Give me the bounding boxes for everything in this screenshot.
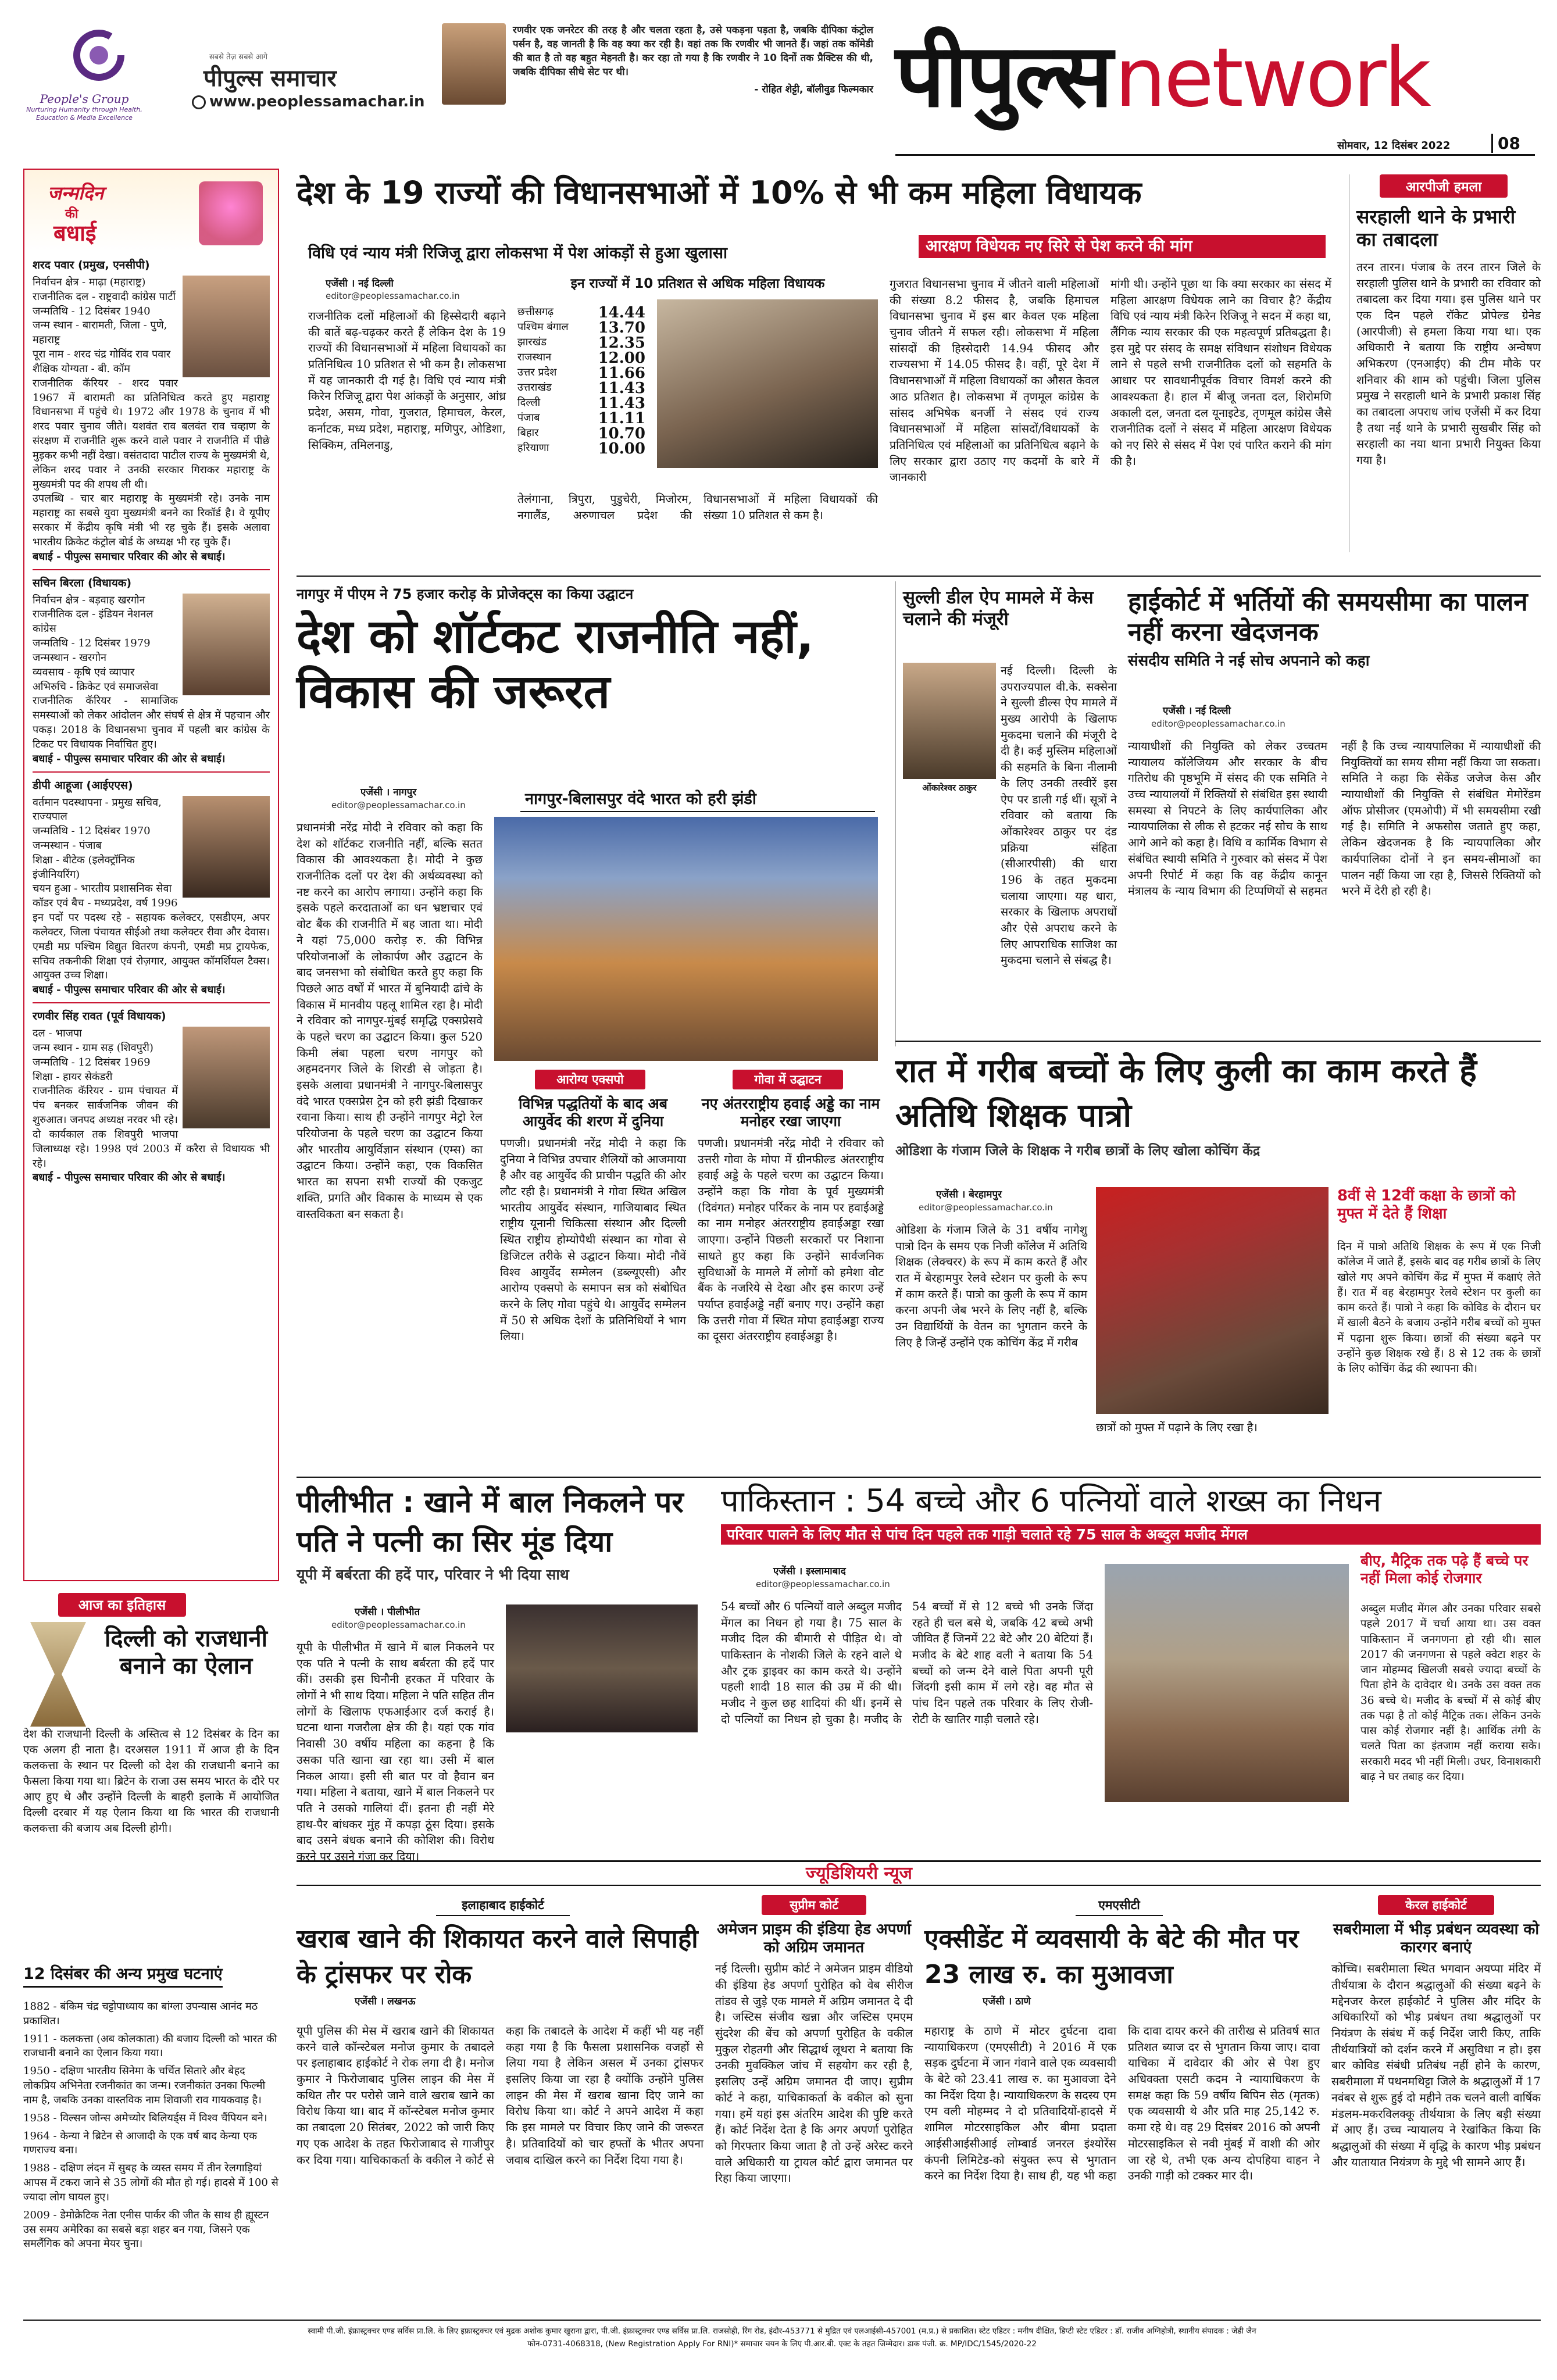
coolie-byline: एजेंसी । बेरहामपुर <box>936 1189 1002 1200</box>
pak-story <box>721 1482 1541 1854</box>
coolie-email[interactable]: editor@peoplessamachar.co.in <box>919 1202 1053 1213</box>
pilibhit-byline-agency: एजेंसी <box>355 1606 377 1618</box>
pm-byline-dateline: नागपुर <box>393 787 417 798</box>
birthday-p3-line: जन्मस्थान - पंजाब <box>33 839 102 852</box>
birthday-p3-line: इन पदों पर पदस्थ रहे - सहायक कलेक्टर, एसडीएम, अपर कलेक्टर, जिला पंचायत सीईओ तथा कलेक्टर रीवा और देवास। एमडी मप्र पश्चिम विद्युत वितरण कंपनी, एमडी मप्र ट्रायफेक, सचिव तकनीकी शिक्षा एवं रोज़गार, आयुक्त कॉमर्शियल टैक्स। आयुक्त उच्च शिक्षा। <box>33 912 270 982</box>
coolie-sidebar-body: दिन में पात्रो अतिथि शिक्षक के रूप में एक निजी कॉलेज में जाते हैं, इसके बाद वह गरीब छात्रों के लिए खोले गए अपने कोचिंग केंद्र में मुफ्त में कक्षाएं लेते हैं। रात में वह बेरहामपुर रेलवे स्टेशन पर कुली का काम करते हैं। पात्रो ने कहा कि कोविड के दौरान घर में खाली बैठने के बजाय उन्होंने गरीब बच्चों को मुफ्त में पढ़ाना शुरू किया। छात्रों की संख्या बढ़ने पर उन्होंने कुछ शिक्षक रखे हैं। 8 से 12 तक के छात्रों के लिए कोचिंग केंद्र की स्थापना की। <box>1337 1241 1541 1375</box>
pm-photo-tag: नागपुर-बिलासपुर वंदे भारत को हरी झंडी <box>520 785 875 812</box>
history-event: 1964 - केन्या ने ब्रिटेन से आजादी के एक वर्ष बाद केन्या एक गणराज्य बना। <box>23 2129 258 2157</box>
paper-name: पीपुल्स समाचार <box>203 65 337 92</box>
pak-side-body: अब्दुल मजीद मेंगल और उनका परिवार सबसे पहले 2017 में चर्चा आया था। उस वक्त पाकिस्तान में जनगणना हो रही थी। साल 2017 की जनगणना से पहले क्वेटा शहर के जान मोहम्मद खिलजी सबसे ज्यादा बच्चों के पिता होने के दावेदार थे। उनके उस वक्त तक 36 बच्चे थे। मजीद के बच्चों में से कोई बीए तक पढ़ा है तो कोई मैट्रिक तक। लेकिन उनके पास कोई रोजगार नहीं है। आर्थिक तंगी के चलते पिता का इंतजाम नहीं कराया सके। सरकारी मदद भी नहीं मिली। उधर, विनाशकारी बाढ़ ने घर तबाह कर दिया। <box>1360 1603 1541 1783</box>
lead-table-row: उत्तर प्रदेश 11.66 <box>517 364 645 382</box>
birthday-p2-line: राजनीतिक दल - इंडियन नेशनल कांग्रेस <box>33 608 153 635</box>
birthday-p3-line: जन्मतिथि - 12 दिसंबर 1970 <box>33 825 151 838</box>
birthday-p2-line: अभिरुचि - क्रिकेट एवं समाजसेवा <box>33 680 159 693</box>
pilibhit-byline-dateline: पीलीभीत <box>387 1606 420 1618</box>
website-url: www.peoplessamachar.in <box>209 93 425 110</box>
hourglass-icon <box>23 1622 93 1727</box>
birthday-p1-line: निर्वाचन क्षेत्र - माढ़ा (महाराष्ट्र) <box>33 276 146 288</box>
pak-byline: एजेंसी । इस्लामाबाद <box>773 1566 846 1577</box>
coolie-byline-dateline: बेरहामपुर <box>969 1189 1002 1200</box>
rpg-tag: आरपीजी हमला <box>1380 174 1508 198</box>
birthday-p4-line: शिक्षा - हायर सेकंडरी <box>33 1070 113 1083</box>
birthday-p1-line: उपलब्धि - चार बार महाराष्ट्र के मुख्यमंत्री रहे। उनके नाम महाराष्ट्र का सबसे युवा मुख्यमंत्री बनने का रिकॉर्ड है। वे यूपीए सरकार में केंद्रीय कृषि मंत्री भी रह चुके हैं। इसके अलावा भारतीय क्रिकेट कंट्रोल बोर्ड के अध्यक्ष भी रह चुके हैं। <box>33 492 270 548</box>
footer-line-1: स्वामी पी.जी. इंफ्रास्ट्रक्चर एण्ड सर्विस प्रा.लि. के लिए इफ्रास्ट्रक्चर एवं मुद्रक अशोक कुमार खुराना द्वारा, पी.जी. इंफ्रास्ट्रक्चर एण्ड सर्विस प्रा.लि. राजसोही, रिंग रोड, इंदौर-453771 से मुद्रित एवं एलआईसी-457001 (म.प्र.) से प्रकाशित। स्टेट एडिटर : मनीष दीक्षित, डिप्टी स्टेट एडिटर : डॉ. राजीव अग्निहोत्री, स्थानीय संपादक : जेडी जैन <box>308 2327 1256 2336</box>
history-body: देश की राजधानी दिल्ली के अस्तित्व से 12 दिसंबर के दिन का एक अलग ही नाता है। दरअसल 1911 में आज ही के दिन कलकत्ता के स्थान पर दिल्ली को देश की राजधानी बनाने का फैसला किया गया था। ब्रिटेन के राजा उस समय भारत के दौरे पर आए हुए थे और उन्होंने दिल्ली के बाहरी इलाके में आयोजित दिल्ली दरबार में यह ऐलान किया था कि भारत की राजधानी कलकत्ता की बजाय अब दिल्ली होगी। <box>23 1728 279 1835</box>
goa-headline: नए अंतरराष्ट्रीय हवाई अड्डे का नाम मनोहर रखा जाएगा <box>701 1095 880 1130</box>
judiciary-s4-body: कोच्चि। सबरीमाला स्थित भगवान अयप्पा मंदिर में तीर्थयात्रा के दौरान श्रद्धालुओं की संख्या बढ़ने के मद्देनजर केरल हाईकोर्ट ने पुलिस और मंदिर के अधिकारियों को भीड़ प्रबंधन तथा श्रद्धालुओं पर नियंत्रण के संबंध में कई निर्देश जारी किए, ताकि तीर्थयात्रियों को दर्शन करने में असुविधा न हो। इस बार कोविड संबंधी प्रतिबंध नहीं होने के कारण, सबरीमाला में पथनमथिट्टा जिले के श्रद्धालुओं में 17 नवंबर से शुरू हुई दो महीने तक चलने वाली वार्षिक मंडलम-मकरविलक्कू तीर्थयात्रा के लिए बड़ी संख्या में आए हैं। उच्च न्यायालय ने रेखांकित किया कि श्रद्धालुओं की संख्या में वृद्धि के कारण भीड़ प्रबंधन और यातायात नियंत्रण के मुद्दे भी सामने आए हैं। <box>1331 1962 1541 2169</box>
history-event: 1950 - दक्षिण भारतीय सिनेमा के चर्चित सितारे और बेहद लोकप्रिय अभिनेता रजनीकांत का जन्म। रजनीकांत उनका फिल्मी नाम है, जबकि उनका वास्तविक नाम शिवाजी राव गायकवाड़ है। <box>23 2065 266 2106</box>
divider <box>297 576 1541 577</box>
lead-email[interactable]: editor@peoplessamachar.co.in <box>326 291 460 301</box>
lead-table-row: झारखंड 12.35 <box>517 334 645 352</box>
birthday-p3-photo <box>183 796 270 898</box>
birthday-p1-photo <box>183 276 270 377</box>
birthday-p4-name: रणवीर सिंह रावत (पूर्व विधायक) <box>33 1010 166 1023</box>
judiciary-s4-tag: केरल हाईकोर्ट <box>1378 1895 1494 1915</box>
paper-logo <box>203 61 337 93</box>
judiciary-s2-body: नई दिल्ली। सुप्रीम कोर्ट ने अमेजन प्राइम वीडियो की इंडिया हेड अपर्णा पुरोहित को वेब सीरीज तांडव से जुड़े एक मामले में अग्रिम जमानत दे दी है। जस्टिस संजीव खन्ना और जस्टिस एमएम सुंदरेश की बेंच को अपर्णा पुरोहित के वकील मुकुल रोहतगी और सिद्धार्थ लूथरा ने बताया कि उनकी मुवक्किल जांच में सहयोग कर रही है, इसलिए उन्हें अग्रिम जमानत दी जाए। सुप्रीम कोर्ट ने कहा, याचिकाकर्ता के वकील को सुना गया। हमें यहां इस अंतरिम आदेश की पुष्टि करते हैं। कोर्ट निर्देश देता है कि अगर अपर्णा पुरोहित को गिरफ्तार किया जाता है तो उन्हें अरेस्ट करने वाले अधिकारी या ट्रायल कोर्ट द्वारा जमानत पर रिहा किया जाएगा। <box>715 1962 913 2185</box>
pm-email[interactable]: editor@peoplessamachar.co.in <box>331 800 466 810</box>
birthday-p4-line: बधाई - पीपुल्स समाचार परिवार की ओर से बधाई। <box>33 1171 226 1184</box>
sulli-story <box>895 581 1116 1046</box>
history-section <box>23 1593 279 2314</box>
lead-photo-minister <box>657 299 878 468</box>
birthday-title-3: बधाई <box>53 220 97 246</box>
coolie-byline-agency: एजेंसी <box>936 1189 958 1200</box>
pilibhit-photo <box>506 1604 698 1732</box>
ayush-story <box>500 1070 686 1418</box>
lead-table-row: छत्तीसगढ़ 14.44 <box>517 304 645 321</box>
pak-email[interactable]: editor@peoplessamachar.co.in <box>756 1579 890 1589</box>
pilibhit-body: यूपी के पीलीभीत में खाने में बाल निकलने पर एक पति ने पत्नी के साथ बर्बरता की हदें पार कीं। उसकी इस घिनौनी हरकत में परिवार के लोगों ने भी साथ दिया। महिला ने पति सहित तीन लोगों के खिलाफ एफआईआर दर्ज कराई है। घटना थाना गजरौला क्षेत्र की है। यहां एक गांव निवासी 30 वर्षीय महिला का कहना है कि उसका पति खाना खा रहा था। उसी में बाल निकल आया। इसी सी बात पर वो हैवान बन गया। महिला ने बताया, खाने में बाल निकलने पर पति ने उसको गालियां दीं। इतना ही नहीं मेरे हाथ-पैर बांधकर मुंह में कपड़ा ठूंस दिया। इसके बाद उसने बंधक बनाने की कोशिश की। विरोध करने पर उसने गंजा कर दिया। <box>297 1641 494 1863</box>
birthday-p1-line: पूरा नाम - शरद चंद्र गोविंद राव पवार <box>33 348 171 361</box>
birthday-p4-line: दल - भाजपा <box>33 1027 82 1040</box>
history-events-title: 12 दिसंबर की अन्य प्रमुख घटनाएं <box>23 1965 223 1988</box>
judiciary-s3-byline-agency: एजेंसी <box>983 1996 1005 2007</box>
rpg-story <box>1349 174 1541 552</box>
birthday-p4-line: जन्म स्थान - ग्राम सड़ (शिवपुरी) <box>33 1041 153 1054</box>
birthday-p2-name: सचिन बिरला (विधायक) <box>33 576 132 589</box>
birthday-p3-line: चयन हुआ - भारतीय प्रशासनिक सेवा <box>33 882 172 895</box>
lead-table <box>517 305 645 456</box>
judiciary-s1-body: यूपी पुलिस की मेस में खराब खाने की शिकायत करने वाले कॉन्स्टेबल मनोज कुमार के तबादले पर इलाहाबाद हाईकोर्ट ने रोक लगा दी है। मनोज कुमार ने फिरोजाबाद पुलिस लाइन की मेस में कथित तौर पर परोसे जाने वाले खराब खाने का विरोध किया था। बाद में कॉन्स्टेबल मनोज कुमार का तबादला 20 सितंबर, 2022 को जारी किए गए एक आदेश के तहत फिरोजाबाद से गाजीपुर कर दिया गया। याचिकाकर्ता के वकील ने कोर्ट से कहा कि तबादले के आदेश में कहीं भी यह नहीं कहा गया है कि फैसला प्रशासनिक वजहों से लिया गया है लेकिन असल में उनका ट्रांसफर इसलिए किया जा रहा है क्योंकि उन्होंने पुलिस लाइन की मेस में खराब खाना दिए जाने का विरोध किया था। कोर्ट ने अपने आदेश में कहा कि इस मामले पर विचार किए जाने की जरूरत है। प्रतिवादियों को चार हफ्तों के भीतर अपना जवाब दाखिल करने का निर्देश दिया गया है। <box>297 2024 703 2167</box>
hc-email[interactable]: editor@peoplessamachar.co.in <box>1151 719 1285 729</box>
lead-table-row: दिल्ली 11.43 <box>517 395 645 412</box>
pm-kicker: नागपुर में पीएम ने 75 हजार करोड़ के प्रोजेक्ट्स का किया उद्घाटन <box>297 586 634 602</box>
lead-table-row: बिहार 10.70 <box>517 425 645 442</box>
lead-table-row: पश्चिम बंगाल 13.70 <box>517 319 645 337</box>
birthday-header <box>24 170 278 251</box>
page-number: 08 <box>1491 134 1520 153</box>
birthday-p4-line: राजनीतिक कॅरियर - ग्राम पंचायत में पंच बनकर सार्वजनिक जीवन की शुरुआत। जनपद अध्यक्ष नरवर भी रहे। दो कार्यकाल तक शिवपुरी भाजपा जिलाध्यक्ष रहे। 1998 एवं 2003 में करैरा से विधायक भी रहे। <box>33 1085 270 1170</box>
judiciary-s3-body: महाराष्ट्र के ठाणे में मोटर दुर्घटना दावा न्यायाधिकरण (एमएसीटी) ने 2016 में एक सड़क दुर्घटना में जान गंवाने वाले एक व्यवसायी के बेटे को 23.41 लाख रु. का मुआवजा देने का निर्देश दिया है। न्यायाधिकरण के सदस्य एम एम वली मोहम्मद ने दो प्रतिवादियों-हादसे में शामिल मोटरसाइकिल और बीमा प्रदाता आईसीआईसीआई लोम्बार्ड जनरल इंश्योरेंस कंपनी लिमिटेड-को संयुक्त रूप से भुगतान करने का निर्देश दिया है। साथ ही, यह भी कहा कि दावा दायर करने की तारीख से प्रतिवर्ष सात प्रतिशत ब्याज दर से भुगतान किया जाए। दावा याचिका में दावेदार की ओर से पेश हुए अधिवक्ता एसटी कदम ने न्यायाधिकरण के समक्ष कहा कि 59 वर्षीय बिपिन सेठ (मृतक) एक व्यवसायी थे और प्रति माह 25,142 रु. कमा रहे थे। वह 29 दिसंबर 2016 को अपनी मोटरसाइकिल से नवी मुंबई में वाशी की ओर जा रहे थे, तभी एक अन्य दोपहिया वाहन ने उनकी गाड़ी को टक्कर मार दी। <box>924 2024 1320 2183</box>
birthday-p1-line: बधाई - पीपुल्स समाचार परिवार की ओर से बधाई। <box>33 550 226 563</box>
lead-body-col2: तेलंगाना, त्रिपुरा, पुडुचेरी, मिजोरम, नगालैंड, अरुणाचल प्रदेश की विधानसभाओं में महिला विधायकों की संख्या 10 प्रतिशत से कम है। <box>517 492 878 522</box>
lead-body-col4: मांगी थी। उन्होंने पूछा था कि क्या सरकार का संसद में महिला आरक्षण विधेयक लाने का विचार है? केंद्रीय विधि एवं न्याय मंत्री किरेन रिजिजू ने सदन में कहा था, लैंगिक न्याय सरकार की एक महत्वपूर्ण प्रतिबद्धता है। इस मुद्दे पर संसद के समक्ष संविधान संशोधन विधेयक लाने से पहले सभी राजनीतिक दलों को सहमति के आधार पर सावधानीपूर्वक विचार विमर्श करने की आवश्यकता है। हाल में बीजू जनता दल, शिरोमणि अकाली दल, जनता दल यूनाइटेड, तृणमूल कांग्रेस जैसे राजनीतिक दलों ने संसद में महिला आरक्षण विधेयक को नए सिरे से संसद में पेश एवं पारित कराने की मांग की है। <box>1110 277 1331 468</box>
lead-table-row: उत्तराखंड 11.43 <box>517 380 645 397</box>
birthday-p2-line: बधाई - पीपुल्स समाचार परिवार की ओर से बधाई। <box>33 752 226 765</box>
birthday-title-1: जन्मदिन <box>48 182 104 204</box>
pak-body: 54 बच्चों और 6 पत्नियों वाले अब्दुल मजीद मेंगल का निधन हो गया है। 75 साल के मजीद दिल की बीमारी से पीड़ित थे। वो पाकिस्तान के नोशकी जिले के रहने वाले थे और ट्रक ड्राइवर का काम करते थे। उन्होंने पहली शादी 18 साल की उम्र में की थी। मजीद ने कुल छह शादियां की थीं। इनमें से दो पत्नियों का निधन हो चुका है। मजीद के 54 बच्चों में से 12 बच्चे भी उनके जिंदा रहते ही चल बसे थे, जबकि 42 बच्चे अभी जीवित हैं जिनमें 22 बेटे और 20 बेटियां हैं। मजीद के बेटे शाह वली ने बताया कि 54 बच्चों को जन्म देने वाले पिता अपनी पूरी जिंदगी इसी काम में लगे रहे। वह मौत से पांच दिन पहले तक परिवार के लिए रोजी-रोटी के खातिर गाड़ी चलाते रहे। <box>721 1600 1093 1726</box>
paper-tagline: सबसे तेज़ सबसे आगे <box>209 53 268 62</box>
masthead-divider <box>895 154 1535 156</box>
rpg-body: तरन तारन। पंजाब के तरन तारन जिले के सरहाली पुलिस थाने के प्रभारी का रविवार को तबादला कर दिया गया। इस पुलिस थाने पर एक दिन पहले रॉकेट प्रोपेल्ड ग्रेनेड (आरपीजी) से हमला किया गया था। एक अधिकारी ने बताया कि राष्ट्रीय अन्वेषण अभिकरण (एनआईए) की टीम मौके पर शनिवार की शाम को पहुंची। जिला पुलिस प्रमुख ने सरहाली थाने के प्रभारी प्रकाश सिंह का तबादला अपराध जांच एजेंसी में कर दिया है तथा नई थाने के प्रभारी सुखबीर सिंह को सरहाली का नया थाना प्रभारी नियुक्त किया गया है। <box>1356 260 1541 467</box>
lead-subheadline: विधि एवं न्याय मंत्री रिजिजू द्वारा लोकसभा में पेश आंकड़ों से हुआ खुलासा <box>308 244 727 262</box>
ayush-headline: विभिन्न पद्धतियों के बाद अब आयुर्वेद की शरण में दुनिया <box>519 1095 667 1130</box>
website[interactable] <box>192 93 425 110</box>
lead-subheadline-2: आरक्षण विधेयक नए सिरे से पेश करने की मांग <box>919 235 1326 258</box>
quote-author-photo <box>442 23 506 105</box>
sulli-photo <box>903 663 996 779</box>
judiciary-s3-byline: एजेंसी । ठाणे <box>983 1996 1031 2007</box>
network-title-hindi: पीपुल्स <box>895 26 1112 127</box>
birthday-p3-line: वर्तमान पदस्थापना - प्रमुख सचिव, राज्यपाल <box>33 796 162 823</box>
pm-photo <box>494 817 878 1061</box>
network-title-en: network <box>1115 31 1429 126</box>
birthday-p2-line: व्यवसाय - कृषि एवं व्यापार <box>33 666 135 678</box>
judiciary-s3-headline: एक्सीडेंट में व्यवसायी के बेटे की मौत पर 23 लाख रु. का मुआवजा <box>924 1924 1299 1989</box>
history-event: 1882 - बंकिम चंद्र चट्टोपाध्याय का बांग्ला उपन्यास आनंद मठ प्रकाशित। <box>23 2000 258 2027</box>
sulli-photo-caption: ओंकारेश्वर ठाकुर <box>922 782 977 793</box>
footer <box>23 2320 1541 2372</box>
peoples-group-logo-icon <box>67 23 131 87</box>
judiciary-s3-tag: एमएसीटी <box>1076 1895 1163 1916</box>
judiciary-s2 <box>715 1895 913 2314</box>
pak-byline-agency: एजेंसी <box>773 1566 795 1577</box>
pilibhit-email[interactable]: editor@peoplessamachar.co.in <box>331 1620 466 1630</box>
sulli-body: नई दिल्ली। दिल्ली के उपराज्यपाल वी.के. सक्सेना ने सुल्ली डील्स ऐप मामले में मुख्य आरोपी के खिलाफ मुकदमा चलाने की मंजूरी दे दी है। कई मुस्लिम महिलाओं की सहमति के बिना नीलामी के लिए उनकी तस्वीरें इस ऐप पर डाली गई थीं। सूत्रों ने रविवार को बताया कि ओंकारेश्वर ठाकुर पर दंड प्रक्रिया संहिता (सीआरपीसी) की धारा 196 के तहत मुकदमा चलाया जाएगा। यह धारा, सरकार के खिलाफ अपराधों और ऐसे अपराध करने के लिए आपराधिक साजिश का मुकदमा चलाने से संबद्ध है। <box>1001 664 1117 967</box>
lead-byline-dateline: नई दिल्ली <box>358 278 394 290</box>
pak-family-photo <box>1105 1564 1349 1802</box>
hc-byline-dateline: नई दिल्ली <box>1195 705 1231 717</box>
judiciary-s3-byline-dateline: ठाणे <box>1015 1996 1031 2007</box>
birthday-p1-line: शैक्षिक योग्यता - बी. कॉम <box>33 362 131 375</box>
lead-story <box>297 174 1337 570</box>
birthday-p2-line: जन्मस्थान - खरगोन <box>33 651 107 664</box>
pilibhit-subheadline: यूपी में बर्बरता की हदें पार, परिवार ने भी दिया साथ <box>297 1566 569 1583</box>
ayush-body: पणजी। प्रधानमंत्री नरेंद्र मोदी ने कहा कि दुनिया ने विभिन्न उपचार शैलियों को आजमाया है और वह आयुर्वेद की प्राचीन पद्धति की ओर लौट रही है। प्रधानमंत्री ने गोवा स्थित अखिल भारतीय आयुर्वेद संस्थान, गाजियाबाद स्थित राष्ट्रीय यूनानी चिकित्सा संस्थान और दिल्ली स्थित राष्ट्रीय होम्योपैथी संस्थान का गोवा से डिजिटल तरीके से उद्घाटन किया। मोदी नौवें विश्व आयुर्वेद सम्मेलन (डब्ल्यूएसी) और आरोग्य एक्सपो के समापन सत्र को संबोधित करने के लिए गोवा पहुंचे थे। आयुर्वेद सम्मेलन में 50 से अधिक देशों के प्रतिनिधियों ने भाग लिया। <box>500 1137 686 1343</box>
divider <box>297 1477 1541 1478</box>
goa-tag: गोवा में उद्घाटन <box>733 1070 843 1089</box>
judiciary-s1-tag: इलाहाबाद हाईकोर्ट <box>436 1895 570 1916</box>
hc-headline: हाईकोर्ट में भर्तियों की समयसीमा का पालन नहीं करना खेदजनक <box>1128 587 1528 647</box>
coolie-story <box>895 1041 1541 1477</box>
rpg-headline: सरहाली थाने के प्रभारी का तबादला <box>1356 205 1516 251</box>
birthday-title-2: की <box>65 207 78 221</box>
birthday-p3-line: बधाई - पीपुल्स समाचार परिवार की ओर से बधाई। <box>33 984 226 996</box>
quote-author: - रोहित शेट्टी, बॉलीवुड फिल्मकार <box>754 83 873 95</box>
lead-table-row: पंजाब 11.11 <box>517 410 645 427</box>
history-headline: दिल्ली को राजधानी बनाने का ऐलान <box>105 1625 267 1680</box>
footer-line-2: फोन-0731-4068318, (New Registration Apply For RNI)* समाचार चयन के लिए पी.आर.बी. एक्ट के तहत जिम्मेदार। डाक पंजी. क्र. MP/IDC/1545/2020-22 <box>527 2339 1037 2349</box>
history-event: 1988 - दक्षिण लंदन में सुबह के व्यस्त समय में तीन रेलगाड़ियां आपस में टकरा जाने से 35 लोगों की मौत हो गई। हादसे में 100 से ज्यादा लोग घायल हुए। <box>23 2162 278 2203</box>
birthday-p3-line: कॉडर एवं बैच - मध्यप्रदेश, वर्ष 1996 <box>33 897 178 910</box>
birthday-p2-photo <box>183 594 270 695</box>
birthday-p4-line: जन्मतिथि - 12 दिसंबर 1969 <box>33 1056 151 1069</box>
pilibhit-story <box>297 1482 703 1863</box>
coolie-photo <box>1096 1187 1329 1414</box>
lead-table-title: इन राज्यों में 10 प्रतिशत से अधिक महिला विधायक <box>570 276 825 291</box>
page-date: सोमवार, 12 दिसंबर 2022 <box>1337 140 1451 152</box>
hc-body: न्यायाधीशों की नियुक्ति को लेकर उच्चतम न्यायालय कॉलेजियम और सरकार के बीच गतिरोध की पृष्ठभूमि में संसद की एक समिति ने उच्च न्यायालयों में रिक्तियों से संबंधित इस स्थायी समस्या से निपटने के लिए कार्यपालिका और न्यायपालिका से लीक से हटकर नई सोच के साथ आगे आने को कहा है। विधि व कार्मिक विभाग से संबंधित स्थायी समिति ने गुरुवार को संसद में पेश अपनी रिपोर्ट में कहा कि वह केंद्रीय कानून मंत्रालय के न्याय विभाग की टिप्पणियों से सहमत नहीं है कि उच्च न्यायपालिका में न्यायाधीशों की नियुक्तियों का समय सीमा नहीं किया जा सकता। समिति ने कहा कि सेकेंड जजेज केस और न्यायाधीशों की नियुक्ति से संबंधित मेमोरेंडम ऑफ प्रोसीजर (एमओपी) में भी समयसीमा रखी गई है। समिति ने अफसोस जताते हुए कहा, लेकिन खेदजनक है कि न्यायपालिका और कार्यपालिका दोनों ने इन समय-सीमाओं का पालन नहीं किया जा रहा है, जिससे रिक्तियों को भरने में देरी हो रही है। <box>1128 739 1541 898</box>
lead-table-row: हरियाणा 10.00 <box>517 440 645 458</box>
judiciary-s4-headline: सबरीमाला में भीड़ प्रबंधन व्यवस्था को कारगर बनाएं <box>1333 1921 1540 1956</box>
birthday-p3-line: शिक्षा - बीटेक (इलेक्ट्रॉनिक इंजीनियरिंग) <box>33 853 135 881</box>
lead-byline: एजेंसी । नई दिल्ली <box>326 278 394 290</box>
group-logo <box>23 23 145 140</box>
birthday-p1-line: राजनीतिक कॅरियर - शरद पवार 1967 में बारामती का प्रतिनिधित्व करते हुए महाराष्ट्र विधानसभा में पहुंचे थे। 1972 और 1978 के चुनाव में भी शरद पवार चुनाव जीते। यशवंत राव बलवंत राव चव्हाण के संरक्षण में राजनीति शुरू करने वाले पवार ने राजनीति में पीछे मुड़कर कभी नहीं देखा। वसंतदादा पाटील राज्य के मुख्यमंत्री थे, लेकिन शरद पवार ने उनकी सरकार गिराकर महाराष्ट्र के मुख्यमंत्री पद की शपथ ली थी। <box>33 377 270 491</box>
lead-headline: देश के 19 राज्यों की विधानसभाओं में 10% से भी कम महिला विधायक <box>297 174 1142 211</box>
globe-icon <box>192 95 206 109</box>
birthday-p1-line: जन्मतिथि - 12 दिसंबर 1940 <box>33 305 151 317</box>
goa-story <box>698 1070 884 1418</box>
birthday-p2-line: राजनीतिक कॅरियर - सामाजिक समस्याओं को लेकर आंदोलन और संघर्ष से क्षेत्र में पहचान और पकड़। 2018 के विधानसभा चुनाव में पहली बार कांग्रेस के टिकट पर विधायक निर्वाचित हुए। <box>33 695 270 751</box>
coolie-body: ओडिशा के गंजाम जिले के 31 वर्षीय नागेशु पात्रो दिन के समय एक निजी कॉलेज में अतिथि शिक्षक (लेक्चरर) के रूप में काम करते हैं और रात में बेरहामपुर रेलवे स्टेशन पर कुली के रूप में काम करते हैं। पात्रो का कुली के रूप में काम करना अपनी जेब भरने के लिए नहीं है, बल्कि उन विद्यार्थियों के वेतन का भुगतान करने के लिए है जिन्हें उन्होंने एक कोचिंग केंद्र में गरीब <box>895 1223 1087 1349</box>
history-tag: आज का इतिहास <box>58 1593 186 1617</box>
judiciary-s1 <box>297 1895 703 2314</box>
judiciary-banner <box>297 1860 1541 1886</box>
birthday-section <box>23 169 279 1581</box>
judiciary-s1-headline: खराब खाने की शिकायत करने वाले सिपाही के ट्रांसफर पर रोक <box>297 1924 698 1989</box>
group-logo-text: People's Group <box>40 92 129 106</box>
judiciary-s2-headline: अमेजन प्राइम की इंडिया हेड अपर्णा को अग्रिम जमानत <box>716 1921 912 1956</box>
cake-icon <box>199 181 263 245</box>
judiciary-s3 <box>924 1895 1320 2314</box>
judiciary-s1-byline: एजेंसी । लखनऊ <box>355 1996 416 2007</box>
birthday-p1-line: राजनीतिक दल - राष्ट्रवादी कांग्रेस पार्टी <box>33 290 176 303</box>
coolie-sidebar-title: 8वीं से 12वीं कक्षा के छात्रों को मुफ्त में देते हैं शिक्षा <box>1337 1187 1516 1223</box>
pak-side-title: बीए, मैट्रिक तक पढ़े हैं बच्चे पर नहीं मिला कोई रोजगार <box>1360 1552 1529 1586</box>
judiciary-s4 <box>1331 1895 1541 2314</box>
quote-box <box>513 23 873 140</box>
pm-byline: एजेंसी । नागपुर <box>360 787 417 798</box>
coolie-photo-caption: छात्रों को मुफ्त में पढ़ाने के लिए रखा है। <box>1096 1421 1258 1434</box>
masthead <box>0 0 1557 169</box>
birthday-p4-photo <box>183 1027 270 1128</box>
lead-body-col1: राजनीतिक दलों महिलाओं की हिस्सेदारी बढ़ाने की बातें बढ़-चढ़कर करते हैं लेकिन देश के 19 राज्यों की विधानसभाओं में महिला विधायकों का प्रतिनिधित्व 10 प्रतिशत से भी कम है। लोकसभा में यह जानकारी दी गई है। विधि एवं न्याय मंत्री किरेन रिजिजू द्वारा पेश आंकड़ों के अनुसार, आंध्र प्रदेश, असम, गोवा, गुजरात, हिमाचल, केरल, कर्नाटक, मध्य प्रदेश, महाराष्ट्र, मणिपुर, ओडिशा, सिक्किम, तमिलनाडु, <box>308 309 506 452</box>
pilibhit-headline: पीलीभीत : खाने में बाल निकलने पर पति ने पत्नी का सिर मूंड दिया <box>297 1485 684 1559</box>
pm-headline: देश को शॉर्टकट राजनीति नहीं, विकास की जरूरत <box>297 609 814 719</box>
pak-headline: पाकिस्तान : 54 बच्चे और 6 पत्नियों वाले शख्स का निधन <box>721 1482 1381 1519</box>
hc-subheadline: संसदीय समिति ने नई सोच अपनाने को कहा <box>1128 652 1370 670</box>
judiciary-banner-title: ज्यूडिशियरी न्यूज <box>797 1863 922 1884</box>
pak-subheadline: परिवार पालने के लिए मौत से पांच दिन पहले तक गाड़ी चलाते रहे 75 साल के अब्दुल मजीद मेंगल <box>721 1524 1541 1545</box>
group-tagline: Nurturing Humanity through Health, Education & Media Excellence <box>26 106 142 122</box>
judiciary-s2-tag: सुप्रीम कोर्ट <box>762 1895 866 1915</box>
hc-story <box>1128 581 1541 1035</box>
sulli-headline: सुल्ली डील ऐप मामले में केस चलाने की मंजूरी <box>903 587 1094 630</box>
history-event: 1958 - विल्सन जोन्स अमेच्योर बिलियर्ड्स में विश्व चैंपियन बने। <box>23 2111 267 2124</box>
birthday-p1-line: जन्म स्थान - बारामती, जिला - पुणे, महाराष्ट्र <box>33 319 167 346</box>
judiciary-s1-byline-agency: एजेंसी <box>355 1996 377 2007</box>
coolie-headline: रात में गरीब बच्चों के लिए कुली का काम करते हैं अतिथि शिक्षक पात्रो <box>895 1052 1477 1135</box>
pm-body: प्रधानमंत्री नरेंद्र मोदी ने रविवार को कहा कि देश को शॉर्टकट राजनीति नहीं, बल्कि सतत विकास की आवश्यकता है। मोदी ने कुछ राजनीतिक दलों पर देश की अर्थव्यवस्था को नष्ट करने का आरोप लगाया। उन्होंने कहा कि इसके पहले करदाताओं का धन भ्रष्टाचार एवं वोट बैंक की राजनीति में बह जाता था। मोदी ने यहां 75,000 करोड़ रु. की विभिन्न परियोजनाओं के लोकार्पण और उद्घाटन के बाद जनसभा को संबोधित करते हुए कहा कि पिछले आठ वर्षों में भारत में बुनियादी ढांचे के विकास में मानवीय पहलू शामिल रहा है। मोदी ने रविवार को नागपुर-मुंबई समृद्धि एक्सप्रेसवे के पहले चरण का उद्घाटन किया। कुल 520 किमी लंबा पहला चरण नागपुर को अहमदनगर जिले के शिरडी से जोड़ता है। इसके अलावा प्रधानमंत्री ने नागपुर-बिलासपुर वंदे भारत एक्सप्रेस ट्रेन को हरी झंडी दिखाकर रवाना किया। साथ ही उन्होंने नागपुर मेट्रो रेल परियोजना के पहले चरण का उद्घाटन किया और भारतीय आयुर्विज्ञान संस्थान (एम्स) का उद्घाटन किया। उन्होंने कहा, एक विकसित भारत का सपना सभी राज्यों की एकजुट शक्ति, प्रगति और विकास के माध्यम से एक वास्तविकता बन सकता है। <box>297 821 483 1221</box>
lead-byline-agency: एजेंसी <box>326 278 348 290</box>
lead-body-col3: गुजरात विधानसभा चुनाव में जीतने वाली महिलाओं की संख्या 8.2 फीसद है, जबकि हिमाचल विधानसभा चुनाव में इस बार केवल एक महिला चुनाव जीतने में सफल रही। लोकसभा में महिला सांसदों की हिस्सेदारी 14.94 फीसद और राज्यसभा में 14.05 फीसद है। वहीं, पूरे देश में विधानसभाओं में महिला विधायकों का औसत केवल आठ प्रतिशत है। लोकसभा में तृणमूल कांग्रेस के सांसद अभिषेक बनर्जी ने संसद एवं राज्य विधानसभाओं में महिला सांसदों/विधायकों के प्रतिनिधित्व एवं महिलाओं का प्रतिनिधित्व बढ़ाने के लिए सरकार द्वारा उठाए गए कदमों के बारे में जानकारी <box>890 277 1099 484</box>
judiciary-s1-byline-dateline: लखनऊ <box>387 1996 416 2007</box>
pm-byline-agency: एजेंसी <box>360 787 383 798</box>
hc-byline: एजेंसी । नई दिल्ली <box>1163 705 1231 717</box>
coolie-subheadline: ओडिशा के गंजाम जिले के शिक्षक ने गरीब छात्रों के लिए खोला कोचिंग केंद्र <box>895 1143 1260 1159</box>
history-event: 1911 - कलकत्ता (अब कोलकाता) की बजाय दिल्ली को भारत की राजधानी बनाने का ऐलान किया गया। <box>23 2032 277 2060</box>
quote-text: रणवीर एक जनरेटर की तरह है और चलता रहता है, उसे पकड़ना पड़ता है, जबकि दीपिका कंट्रोल पर्सन है, वह जानती है कि वह क्या कर रही है। वहां तक कि रणवीर भी जानते हैं। जहां तक कॉमेडी की बात है तो वह बहुत मेहनती है। कर रहा तो गया है कि रणवीर ने 10 दिनों तक प्रैक्टिस की थी, जबकि दीपिका सीधे सेट पर थी। <box>513 24 873 78</box>
goa-body: पणजी। प्रधानमंत्री नरेंद्र मोदी ने रविवार को उत्तरी गोवा के मोपा में ग्रीनफील्ड अंतरराष्ट्रीय हवाई अड्डे के पहले चरण का उद्घाटन किया। उन्होंने कहा कि गोवा के पूर्व मुख्यमंत्री (दिवंगत) मनोहर पर्रिकर के नाम पर हवाईअड्डे का नाम मनोहर अंतरराष्ट्रीय हवाईअड्डा रखा जाएगा। उन्होंने पिछली सरकारों पर निशाना साधते हुए कहा कि उन्होंने सार्वजनिक सुविधाओं के मामले में लोगों को हमेशा वोट बैंक के नजरिये से देखा और इस कारण उन्हें पर्याप्त हवाईअड्डे नहीं बनाए गए। उन्होंने कहा कि उत्तरी गोवा में स्थित मोपा हवाईअड्डा राज्य का दूसरा अंतरराष्ट्रीय हवाईअड्डा है। <box>698 1137 884 1343</box>
hc-byline-agency: एजेंसी <box>1163 705 1185 717</box>
ayush-tag: आरोग्य एक्सपो <box>535 1070 645 1089</box>
lead-table-row: राजस्थान 12.00 <box>517 349 645 367</box>
birthday-p3-name: डीपी आहूजा (आईएएस) <box>33 778 133 792</box>
birthday-p2-line: निर्वाचन क्षेत्र - बड़वाह खरगोन <box>33 594 145 606</box>
birthday-p1-name: शरद पवार (प्रमुख, एनसीपी) <box>33 259 150 271</box>
pak-byline-dateline: इस्लामाबाद <box>806 1566 846 1577</box>
history-event: 2009 - डेमोक्रेटिक नेता एनीस पार्कर की जीत के साथ ही ह्यूस्टन उस समय अमेरिका का सबसे बड़ा शहर बन गया, जिसने एक समलैंगिक को अपना मेयर चुना। <box>23 2209 269 2250</box>
birthday-p2-line: जन्मतिथि - 12 दिसंबर 1979 <box>33 637 151 650</box>
pilibhit-byline: एजेंसी । पीलीभीत <box>355 1606 420 1618</box>
network-title <box>895 13 1429 129</box>
